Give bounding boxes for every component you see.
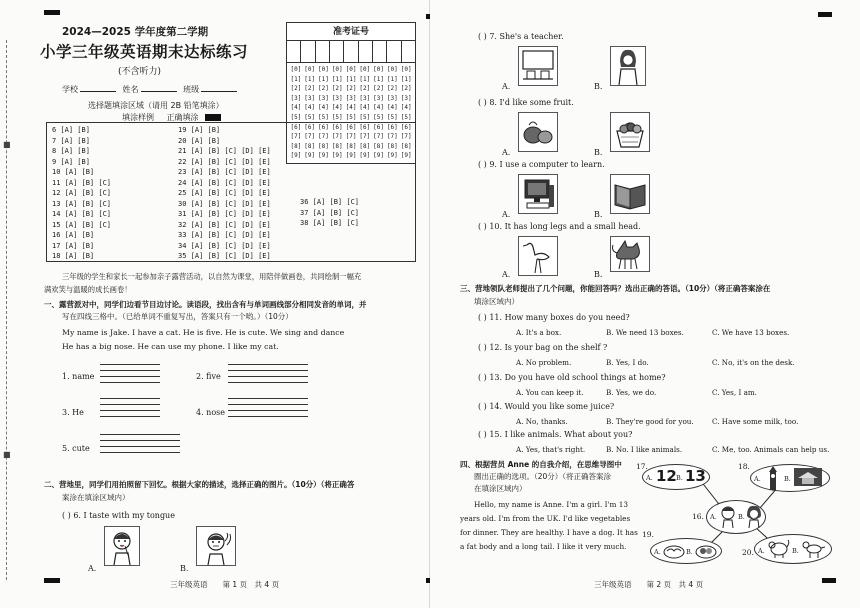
item-4-label: 4. nose — [196, 408, 225, 417]
exam-number-title: 准考证号 — [287, 23, 415, 41]
exam-digit-bubble[interactable]: [7] — [331, 133, 343, 141]
mm-19-label: 19. — [642, 530, 654, 539]
exam-digit-bubble[interactable]: [4] — [331, 104, 343, 112]
q12-option-a[interactable]: A. No problem. — [516, 358, 572, 367]
exam-digit-bubble[interactable]: [4] — [400, 104, 412, 112]
answer-grid-row[interactable]: 10 [A] [B] — [52, 168, 95, 176]
q6-option-a-label: A. — [88, 564, 97, 573]
exam-digit-bubble[interactable]: [4] — [345, 104, 357, 112]
teacher-icon — [611, 47, 645, 85]
answer-grid-row[interactable]: 19 [A] [B] — [178, 126, 221, 134]
exam-digit-bubble[interactable]: [6] — [373, 123, 384, 131]
exam-digit-bubble[interactable]: [0] — [304, 66, 316, 73]
mm-17-a-label: A. — [646, 474, 653, 482]
exam-digit-bubble[interactable]: [2] — [290, 85, 302, 93]
mm-18-a-label: A. — [754, 475, 761, 483]
classroom-icon — [519, 47, 557, 85]
q8-option-a-image[interactable] — [518, 112, 558, 152]
section3-heading-2: 填涂区域内） — [474, 297, 519, 306]
answer-grid-row[interactable]: 7 [A] [B] — [52, 136, 90, 145]
exam-digit-bubble[interactable]: [8] — [400, 142, 412, 150]
q9-option-a-image[interactable] — [518, 174, 558, 214]
intro-line-1: 三年级的学生和家长一起参加亲子露营活动，以自然为课堂，用陪伴做画卷，共同绘制一幅充 — [62, 272, 362, 281]
binding-dot: ■ — [3, 140, 11, 149]
q10-option-b-label: B. — [594, 270, 603, 279]
answer-grid-row[interactable]: 6 [A] [B] — [52, 126, 90, 134]
exam-digit-bubble[interactable]: [4] — [386, 104, 398, 112]
answer-grid-row[interactable]: 36 [A] [B] [C] — [300, 198, 360, 206]
q12-option-b[interactable]: B. Yes, I do. — [606, 358, 649, 367]
exam-number-write-row[interactable] — [287, 41, 415, 63]
exam-digit-bubble[interactable]: [5] — [304, 113, 316, 121]
q13-option-b[interactable]: B. Yes, we do. — [606, 388, 657, 397]
mm-19-b-label: B. — [686, 548, 693, 556]
exam-digit-bubble[interactable]: [9] — [400, 152, 412, 160]
exam-digit-bubble[interactable]: [0] — [359, 66, 371, 73]
exam-digit-bubble[interactable]: [7] — [400, 133, 412, 141]
q15-option-c[interactable]: C. Me, too. Animals can help us. — [712, 445, 830, 454]
exam-digit-bubble[interactable]: [0] — [373, 66, 384, 73]
chinese-temple-icon[interactable] — [794, 468, 822, 486]
q14-option-c[interactable]: C. Have some milk, too. — [712, 417, 799, 426]
section1-heading: 一、露营派对中，同学们边看节目边讨论。读语段，找出含有与单词画线部分相同发音的单词，并 — [44, 300, 367, 309]
mm-16-b-label: B. — [738, 513, 745, 521]
section4-heading-2: 圈出正确的选项。（20分）（将正确答案涂 — [474, 472, 612, 481]
exam-digit-bubble[interactable]: [0] — [345, 66, 357, 73]
q9-option-b-label: B. — [594, 210, 603, 219]
exam-digit-bubble[interactable]: [1] — [386, 75, 398, 83]
q7-option-a-image[interactable] — [518, 46, 558, 86]
class-field[interactable] — [201, 85, 237, 92]
exam-digit-bubble[interactable]: [8] — [359, 142, 371, 150]
q11-option-c[interactable]: C. We have 13 boxes. — [712, 328, 790, 337]
exam-digit-bubble[interactable]: [8] — [318, 142, 329, 150]
question-13: ( ) 13. Do you have old school things at home? — [478, 373, 666, 382]
question-15: ( ) 15. I like animals. What about you? — [478, 430, 633, 439]
thin-dog-icon[interactable] — [802, 538, 826, 558]
exam-digit-bubble[interactable]: [1] — [290, 75, 302, 83]
boy-listening-icon — [197, 527, 235, 565]
exam-digit-bubble[interactable]: [5] — [331, 113, 343, 121]
q9-option-b-image[interactable] — [610, 174, 650, 214]
exam-digit-bubble[interactable]: [5] — [290, 113, 302, 121]
noodles-bowl-icon[interactable] — [663, 542, 685, 560]
answer-grid-row[interactable]: 8 [A] [B] — [52, 147, 90, 155]
answer-grid-row[interactable]: 37 [A] [B] [C] — [300, 208, 360, 217]
exam-digit-bubble[interactable]: [4] — [304, 104, 316, 112]
section2-heading-2: 案涂在填涂区域内） — [62, 493, 130, 502]
item-1-label: 1. name — [62, 372, 95, 381]
mm-16-label: 16. — [692, 512, 704, 521]
answer-grid-row[interactable]: 13 [A] [B] [C] — [52, 199, 112, 208]
binding-line — [6, 40, 10, 580]
q6-option-a-image[interactable] — [104, 526, 140, 566]
girl-face-icon[interactable] — [746, 504, 762, 528]
exam-digit-bubble[interactable]: [8] — [373, 142, 384, 150]
mm-20-a-label: A. — [758, 547, 765, 555]
q8-option-a-label: A. — [502, 148, 511, 157]
section2-heading: 二、营地里，同学们用拍照留下回忆。根据大家的描述，选择正确的图片。（10分）（将正确答 — [44, 480, 355, 489]
answer-grid-row[interactable]: 18 [A] [B] — [52, 252, 95, 260]
exam-digit-bubble[interactable]: [7] — [318, 133, 329, 141]
q6-option-b-label: B. — [180, 564, 189, 573]
exam-digit-bubble[interactable]: [6] — [359, 123, 371, 131]
school-field[interactable] — [80, 85, 116, 92]
exam-digit-bubble[interactable]: [3] — [304, 94, 316, 102]
school-year: 2024—2025 学年度第二学期 — [62, 26, 209, 38]
exam-digit-bubble[interactable]: [0] — [400, 66, 412, 73]
exam-digit-bubble[interactable]: [7] — [386, 133, 398, 141]
anne-intro-2: years old. I'm from the UK. I'd like vegetables — [460, 514, 631, 523]
corner-mark — [822, 578, 836, 583]
exam-digit-bubble[interactable]: [6] — [386, 123, 398, 131]
exam-digit-bubble[interactable]: [0] — [386, 66, 398, 73]
name-label: 姓名 — [122, 85, 139, 94]
exam-digit-bubble[interactable]: [9] — [304, 152, 316, 160]
section1-passage-1: My name is Jake. I have a cat. He is five. He is cute. We sing and dance — [62, 328, 345, 337]
answer-grid-row[interactable]: 31 [A] [B] [C] [D] [E] — [178, 210, 271, 218]
anne-intro-3: for dinner. They are healthy. I have a dog. It has — [460, 528, 638, 537]
exam-digit-bubble[interactable]: [1] — [331, 75, 343, 83]
fox-icon — [611, 237, 649, 271]
exam-digit-bubble[interactable]: [2] — [331, 85, 343, 93]
exam-digit-bubble[interactable]: [3] — [400, 94, 412, 102]
corner-mark — [44, 10, 60, 15]
exam-digit-bubble[interactable]: [9] — [386, 152, 398, 160]
corner-mark — [44, 578, 60, 583]
exam-digit-bubble[interactable]: [4] — [318, 104, 329, 112]
item-3-answer-lines[interactable] — [100, 416, 160, 417]
exam-digit-bubble[interactable]: [5] — [386, 113, 398, 121]
mm-17-b-label: B. — [676, 474, 683, 482]
answer-grid-row[interactable]: 17 [A] [B] — [52, 241, 95, 250]
answer-grid-row[interactable]: 32 [A] [B] [C] [D] [E] — [178, 220, 271, 229]
section4-heading: 四、根据营员 Anne 的自我介绍，在思维导图中 — [460, 460, 622, 469]
name-field[interactable] — [141, 85, 177, 92]
section1-heading-2: 写在四线三格中。（已给单词不重复写出，答案只有一个哟。）（10分） — [62, 312, 293, 321]
q11-option-a[interactable]: A. It's a box. — [516, 328, 562, 337]
q14-option-b[interactable]: B. They're good for you. — [606, 417, 694, 426]
intro-line-2: 满欢笑与温暖的成长画卷！ — [44, 285, 132, 294]
answer-grid-row[interactable]: 25 [A] [B] [C] [D] [E] — [178, 189, 271, 197]
mm-17-b-value[interactable]: 13 — [685, 467, 706, 485]
footer-page-1: 三年级英语 第 1 页 共 4 页 — [170, 580, 280, 589]
q11-option-b[interactable]: B. We need 13 boxes. — [606, 328, 684, 337]
section4-heading-3: 在填涂区域内） — [474, 484, 527, 493]
exam-digit-bubble[interactable]: [2] — [304, 85, 316, 93]
crane-bird-icon — [519, 237, 557, 275]
question-9: ( ) 9. I use a computer to learn. — [478, 160, 605, 169]
exam-digit-bubble[interactable]: [7] — [373, 133, 384, 141]
q10-option-a-label: A. — [502, 270, 511, 279]
right-page — [430, 0, 860, 608]
item-4-answer-lines[interactable] — [228, 416, 308, 417]
exam-digit-bubble[interactable]: [5] — [359, 113, 371, 121]
exam-digit-bubble[interactable]: [0] — [318, 66, 329, 73]
computer-icon — [519, 175, 557, 213]
item-1-answer-lines[interactable] — [100, 382, 160, 383]
answer-grid-row[interactable]: 38 [A] [B] [C] — [300, 219, 360, 227]
item-5-answer-lines[interactable] — [100, 452, 180, 453]
exam-digit-bubble[interactable]: [6] — [318, 123, 329, 131]
answer-grid-row[interactable]: 33 [A] [B] [C] [D] [E] — [178, 231, 271, 239]
exam-digit-bubble[interactable]: [6] — [290, 123, 302, 131]
exam-digit-bubble[interactable]: [4] — [373, 104, 384, 112]
question-8: ( ) 8. I'd like some fruit. — [478, 98, 574, 107]
class-label: 班级 — [183, 85, 200, 94]
question-11: ( ) 11. How many boxes do you need? — [478, 313, 630, 322]
section3-heading: 三、营地领队老师提出了几个问题，你能回答吗？选出正确的答语。（10分）（将正确答案涂在 — [460, 284, 771, 293]
answer-grid-row[interactable]: 16 [A] [B] — [52, 231, 95, 239]
exam-digit-bubble[interactable]: [1] — [359, 75, 371, 83]
exam-digit-bubble[interactable]: [6] — [400, 123, 412, 131]
anne-intro-1: Hello, my name is Anne. I'm a girl. I'm 13 — [474, 500, 629, 509]
exam-digit-bubble[interactable]: [8] — [386, 142, 398, 150]
exam-digit-bubble[interactable]: [6] — [331, 123, 343, 131]
question-6: ( ) 6. I taste with my tongue — [62, 511, 175, 520]
answer-grid-row[interactable]: 21 [A] [B] [C] [D] [E] — [178, 147, 271, 155]
answer-grid-row[interactable]: 20 [A] [B] — [178, 136, 221, 145]
q7-option-a-label: A. — [502, 82, 511, 91]
q8-option-b-label: B. — [594, 148, 603, 157]
question-10: ( ) 10. It has long legs and a small head. — [478, 222, 641, 231]
exam-digit-bubble[interactable]: [2] — [345, 85, 357, 93]
sample-filled-mark — [205, 114, 221, 121]
mm-18-label: 18. — [738, 462, 750, 471]
exam-digit-bubble[interactable]: [1] — [373, 75, 384, 83]
q13-option-c[interactable]: C. Yes, I am. — [712, 388, 757, 397]
fruit-basket-icon — [611, 113, 649, 151]
q15-option-a[interactable]: A. Yes, that's right. — [516, 445, 586, 454]
sample-correct-label: 正确填涂 — [166, 113, 199, 122]
footer-page-2: 三年级英语 第 2 页 共 4 页 — [594, 580, 704, 589]
q14-option-a[interactable]: A. No, thanks. — [516, 417, 568, 426]
student-fields — [62, 84, 241, 95]
answer-grid-row[interactable]: 11 [A] [B] [C] — [52, 178, 112, 187]
exam-digit-bubble[interactable]: [2] — [359, 85, 371, 93]
exam-digit-bubble[interactable]: [9] — [373, 152, 384, 160]
mm-20-label: 20. — [742, 548, 754, 557]
anne-intro-4: a fat body and a long tail. I like it very much. — [460, 542, 627, 551]
item-2-label: 2. five — [196, 372, 221, 381]
exam-digit-bubble[interactable]: [3] — [290, 94, 302, 102]
exam-digit-bubble[interactable]: [8] — [304, 142, 316, 150]
exam-digit-bubble[interactable]: [3] — [359, 94, 371, 102]
girl-tasting-icon — [105, 527, 139, 565]
exam-digit-bubble[interactable]: [4] — [290, 104, 302, 112]
exam-digit-bubble[interactable]: [1] — [304, 75, 316, 83]
answer-grid-row[interactable]: 30 [A] [B] [C] [D] [E] — [178, 199, 271, 208]
q15-option-b[interactable]: B. No. I like animals. — [606, 445, 683, 454]
exam-digit-bubble[interactable]: [1] — [345, 75, 357, 83]
exam-digit-bubble[interactable]: [5] — [400, 113, 412, 121]
answer-grid-row[interactable]: 23 [A] [B] [C] [D] [E] — [178, 168, 271, 176]
answer-grid-row[interactable]: 15 [A] [B] [C] — [52, 220, 112, 229]
answer-grid-row[interactable]: 22 [A] [B] [C] [D] [E] — [178, 157, 271, 166]
exam-digit-bubble[interactable]: [8] — [345, 142, 357, 150]
mm-19-a-label: A. — [654, 548, 661, 556]
exam-digit-bubble[interactable]: [2] — [400, 85, 412, 93]
subtitle: (不含听力) — [118, 67, 162, 77]
binding-dot: ■ — [3, 450, 11, 459]
corner-mark — [818, 12, 832, 17]
exam-digit-bubble[interactable]: [0] — [331, 66, 343, 73]
question-7: ( ) 7. She's a teacher. — [478, 32, 564, 41]
page-title: 小学三年级英语期末达标练习 — [40, 43, 249, 61]
exam-digit-bubble[interactable]: [3] — [331, 94, 343, 102]
exam-digit-bubble[interactable]: [9] — [359, 152, 371, 160]
mm-20-b-label: B. — [792, 547, 799, 555]
q6-option-b-image[interactable] — [196, 526, 236, 566]
item-2-answer-lines[interactable] — [228, 382, 308, 383]
exam-digit-bubble[interactable]: [3] — [386, 94, 398, 102]
q10-option-b-image[interactable] — [610, 236, 650, 272]
exam-digit-bubble[interactable]: [7] — [345, 133, 357, 141]
item-3-label: 3. He — [62, 408, 84, 417]
exam-digit-bubble[interactable]: [3] — [318, 94, 329, 102]
item-5-label: 5. cute — [62, 444, 90, 453]
exam-digit-bubble[interactable]: [7] — [359, 133, 371, 141]
exam-digit-bubble[interactable]: [4] — [359, 104, 371, 112]
exam-digit-bubble[interactable]: [9] — [345, 152, 357, 160]
mm-16-a-label: A. — [710, 513, 717, 521]
answer-grid-row[interactable]: 12 [A] [B] [C] — [52, 189, 112, 197]
vegetable-plate-icon[interactable] — [695, 542, 717, 560]
exam-digit-bubble[interactable]: [8] — [331, 142, 343, 150]
mm-17-label: 17. — [636, 462, 648, 471]
exam-digit-bubble[interactable]: [5] — [373, 113, 384, 121]
boy-face-icon[interactable] — [720, 504, 736, 528]
exam-digit-bubble[interactable]: [1] — [318, 75, 329, 83]
school-label: 学校 — [62, 85, 78, 94]
q8-option-b-image[interactable] — [610, 112, 650, 152]
big-ben-icon[interactable] — [764, 466, 782, 490]
exam-digit-bubble[interactable]: [5] — [318, 113, 329, 121]
exam-digit-bubble[interactable]: [5] — [345, 113, 357, 121]
vegetables-icon — [519, 113, 557, 151]
answer-grid-row[interactable]: 24 [A] [B] [C] [D] [E] — [178, 178, 271, 187]
answer-grid-row[interactable]: 35 [A] [B] [C] [D] [E] — [178, 252, 271, 260]
q13-option-a[interactable]: A. You can keep it. — [516, 388, 584, 397]
question-12: ( ) 12. Is your bag on the shelf ? — [478, 343, 608, 352]
mm-18-b-label: B. — [784, 475, 791, 483]
exam-digit-bubble[interactable]: [2] — [386, 85, 398, 93]
exam-digit-bubble[interactable]: [6] — [345, 123, 357, 131]
q7-option-b-label: B. — [594, 82, 603, 91]
exam-digit-bubble[interactable]: [9] — [318, 152, 329, 160]
exam-digit-bubble[interactable]: [0] — [290, 66, 302, 73]
exam-digit-bubble[interactable]: [6] — [304, 123, 316, 131]
q9-option-a-label: A. — [502, 210, 511, 219]
exam-digit-bubble[interactable]: [2] — [318, 85, 329, 93]
answer-grid-row[interactable]: 9 [A] [B] — [52, 157, 90, 166]
mm-17-a-value[interactable]: 12 — [656, 467, 677, 485]
exam-digit-bubble[interactable]: [1] — [400, 75, 412, 83]
answer-grid-row[interactable]: 34 [A] [B] [C] [D] [E] — [178, 241, 271, 250]
exam-digit-bubble[interactable]: [3] — [345, 94, 357, 102]
answer-grid-row[interactable]: 14 [A] [B] [C] — [52, 210, 112, 218]
exam-digit-bubble[interactable]: [3] — [373, 94, 384, 102]
question-14: ( ) 14. Would you like some juice? — [478, 402, 615, 411]
fill-instruction: 选择题填涂区域（请用 2B 铅笔填涂） — [88, 101, 224, 110]
exam-digit-bubble[interactable]: [7] — [304, 133, 316, 141]
exam-digit-bubble[interactable]: [7] — [290, 133, 302, 141]
exam-digit-bubble[interactable]: [2] — [373, 85, 384, 93]
exam-digit-bubble[interactable]: [9] — [290, 152, 302, 160]
exam-digit-bubble[interactable]: [9] — [331, 152, 343, 160]
q12-option-c[interactable]: C. No, it's on the desk. — [712, 358, 795, 367]
book-icon — [611, 175, 649, 213]
sample-label: 填涂样例 — [122, 113, 154, 122]
section1-passage-2: He has a big nose. He can use my phone. I like my cat. — [62, 342, 279, 351]
fat-dog-icon[interactable] — [768, 538, 790, 558]
exam-digit-bubble[interactable]: [8] — [290, 142, 302, 150]
q7-option-b-image[interactable] — [610, 46, 646, 86]
q10-option-a-image[interactable] — [518, 236, 558, 276]
